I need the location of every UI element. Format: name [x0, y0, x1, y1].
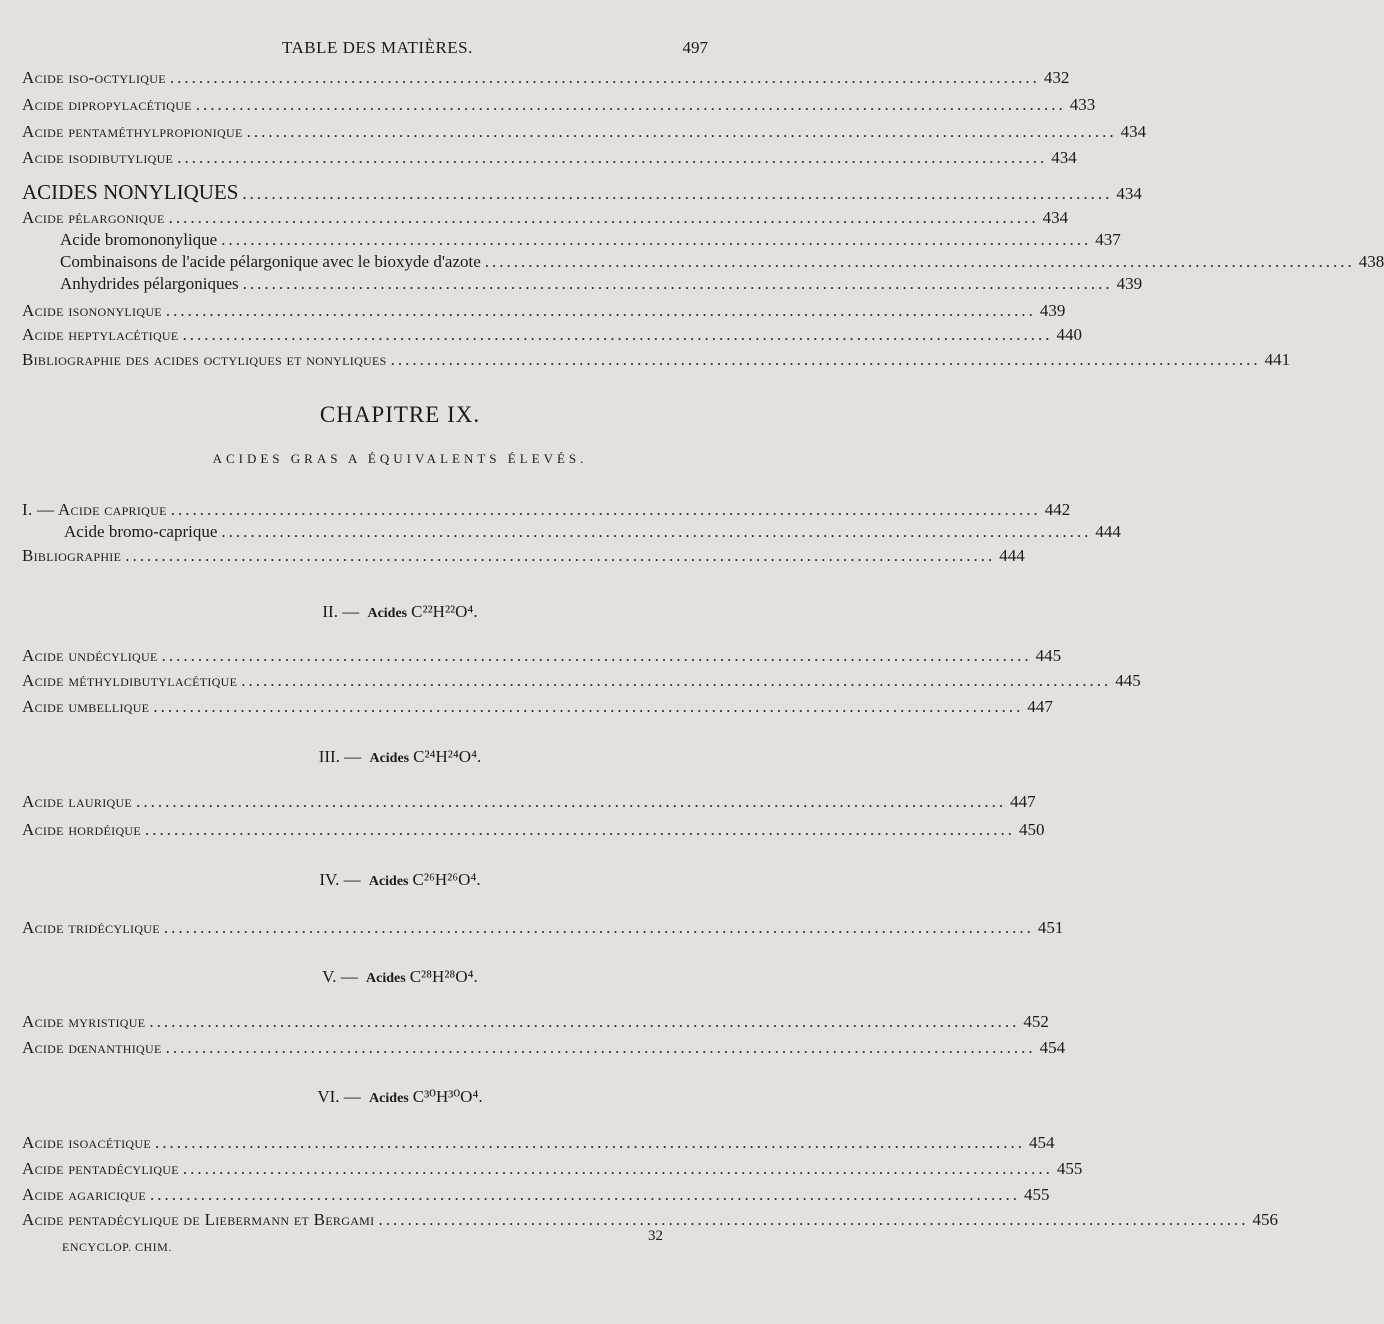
entry-label: Acide iso-octylique [22, 68, 166, 87]
page-title: TABLE DES MATIÈRES. [282, 38, 473, 57]
leader-dots: ........................................................................................................................ [242, 274, 1113, 293]
chapter-subtitle: ACIDES GRAS A ÉQUIVALENTS ÉLEVÉS. [212, 451, 588, 466]
toc-subentry [64, 522, 1121, 546]
toc-entry [22, 1185, 1050, 1209]
toc-entry [22, 546, 1025, 570]
entry-page: 440 [1056, 325, 1083, 344]
entry-page: 439 [1039, 301, 1066, 320]
entry-label: Anhydrides pélargoniques [60, 274, 239, 293]
leader-dots: ........................................................................................................................ [221, 522, 1092, 541]
toc-entry [22, 918, 1064, 942]
section-acides: Acides [369, 1091, 409, 1106]
entry-page: 441 [1264, 350, 1291, 369]
toc-entry [22, 1159, 1083, 1183]
entry-page: 442 [1044, 500, 1071, 519]
entry-label: Acide myristique [22, 1012, 146, 1031]
entry-label: Acide méthyldibutylacétique [22, 671, 238, 690]
leader-dots: ........................................................................................................................ [165, 301, 1036, 320]
section-acides: Acides [366, 971, 406, 986]
leader-dots: ........................................................................................................................ [221, 230, 1092, 249]
entry-page: 434 [1051, 148, 1077, 167]
section-roman: II. — [322, 602, 360, 621]
leader-dots: ........................................................................................................................ [182, 1159, 1053, 1178]
section-roman: VI. — [317, 1087, 361, 1106]
footer-signature-number: 32 [648, 1228, 663, 1244]
entry-label: Acide tridécylique [22, 918, 160, 937]
toc-subentry [60, 274, 1143, 298]
toc-entry [22, 646, 1062, 670]
toc-entry [22, 671, 1141, 695]
entry-page: 451 [1037, 918, 1064, 937]
toc-entry [22, 95, 1096, 119]
entry-label: Acide laurique [22, 792, 133, 811]
leader-dots: ........................................................................................................................ [161, 646, 1032, 665]
entry-label: Acide bromononylique [60, 230, 218, 249]
toc-entry [22, 301, 1066, 325]
entry-page: 450 [1019, 820, 1045, 839]
toc-entry [22, 820, 1045, 844]
chapter-title: CHAPITRE IX. [319, 402, 481, 427]
leader-dots: ........................................................................................................................ [153, 697, 1024, 716]
toc-entry [22, 500, 1071, 524]
toc-subentry [60, 252, 1384, 276]
entry-page: 454 [1039, 1038, 1066, 1057]
entry-label: Acide undécylique [22, 646, 158, 665]
entry-page: 445 [1115, 671, 1141, 690]
toc-entry [22, 792, 1036, 816]
entry-page: 434 [1120, 122, 1147, 141]
leader-dots: ........................................................................................................................ [125, 546, 996, 565]
section-heading [0, 967, 800, 987]
entry-label: Acide dipropylacétique [22, 95, 192, 114]
section-heading [0, 1087, 800, 1107]
entry-label: Acide agaricique [22, 1185, 146, 1204]
entry-label: Bibliographie des acides octyliques et nonyliques [22, 350, 387, 369]
entry-label: I. — Acide caprique [22, 500, 167, 519]
entry-label: Combinaisons de l'acide pélargonique avec le bioxyde d'azote [60, 252, 481, 271]
entry-page: 447 [1027, 697, 1053, 716]
toc-entry [22, 68, 1070, 92]
section-acides: Acides [369, 751, 410, 766]
leader-dots: ........................................................................................................................ [484, 252, 1355, 271]
leader-dots: ........................................................................................................................ [246, 122, 1117, 141]
toc-entry [22, 122, 1147, 146]
leader-dots: ........................................................................................................................ [241, 671, 1112, 690]
entry-label: Acide isononylique [22, 301, 162, 320]
leader-dots: ........................................................................................................................ [154, 1133, 1025, 1152]
entry-label: Acide pentadécylique [22, 1159, 179, 1178]
entry-page: 434 [1116, 184, 1142, 203]
entry-page: 454 [1028, 1133, 1055, 1152]
leader-dots: ........................................................................................................................ [378, 1210, 1249, 1229]
section-formula: C²⁴H²⁴O⁴. [413, 747, 482, 766]
leader-dots: ........................................................................................................................ [165, 1038, 1036, 1057]
leader-dots: ........................................................................................................................ [163, 918, 1034, 937]
entry-page: 444 [999, 546, 1025, 565]
section-acides: Acides [367, 606, 408, 621]
section-heading [0, 602, 800, 622]
entry-page: 439 [1116, 274, 1143, 293]
entry-label: Acide isodibutylique [22, 148, 174, 167]
footer-signature-left: ENCYCLOP. CHIM. [62, 1240, 172, 1254]
entry-label: Acide pentaméthylpropionique [22, 122, 243, 141]
section-formula: C²⁶H²⁶O⁴. [412, 870, 481, 889]
page-number: 497 [682, 38, 708, 57]
toc-entry [22, 1133, 1055, 1157]
section-heading [0, 870, 800, 890]
entry-label: Acide dœnanthique [22, 1038, 162, 1057]
entry-page: 445 [1035, 646, 1062, 665]
leader-dots: ........................................................................................................................ [169, 68, 1040, 87]
toc-entry [22, 1210, 1278, 1234]
section-formula: C³⁰H³⁰O⁴. [412, 1087, 483, 1106]
entry-page: 432 [1043, 68, 1070, 87]
leader-dots: ........................................................................................................................ [145, 820, 1016, 839]
section-heading [0, 747, 800, 767]
leader-dots: ........................................................................................................................ [242, 184, 1113, 203]
toc-entry [22, 697, 1053, 721]
page-header [0, 38, 800, 60]
entry-label: Acide heptylacétique [22, 325, 179, 344]
leader-dots: ........................................................................................................................ [170, 500, 1041, 519]
toc-entry [22, 350, 1291, 374]
toc-subentry [60, 230, 1121, 254]
section-roman: III. — [318, 747, 362, 766]
section-roman: V. — [322, 967, 358, 986]
heading-label: ACIDES NONYLIQUES [22, 180, 239, 204]
entry-label: Bibliographie [22, 546, 122, 565]
section-roman: IV. — [319, 870, 361, 889]
leader-dots: ........................................................................................................................ [149, 1012, 1020, 1031]
leader-dots: ........................................................................................................................ [136, 792, 1007, 811]
toc-entry [22, 325, 1083, 349]
toc-entry [22, 1038, 1066, 1062]
leader-dots: ........................................................................................................................ [168, 208, 1039, 227]
entry-page: 455 [1056, 1159, 1083, 1178]
leader-dots: ........................................................................................................................ [182, 325, 1053, 344]
section-acides: Acides [368, 874, 409, 889]
toc-entry [22, 208, 1069, 232]
entry-label: Acide bromo-caprique [64, 522, 218, 541]
entry-page: 455 [1023, 1185, 1050, 1204]
entry-label: Acide isoacétique [22, 1133, 151, 1152]
section-formula: C²²H²²O⁴. [411, 602, 478, 621]
leader-dots: ........................................................................................................................ [195, 95, 1066, 114]
entry-page: 444 [1095, 522, 1121, 541]
section-formula: C²⁸H²⁸O⁴. [409, 967, 478, 986]
entry-label: Acide pélargonique [22, 208, 165, 227]
entry-page: 447 [1010, 792, 1036, 811]
entry-page: 438 [1358, 252, 1384, 271]
toc-entry [22, 1012, 1049, 1036]
entry-page: 456 [1252, 1210, 1278, 1229]
leader-dots: ........................................................................................................................ [149, 1185, 1020, 1204]
entry-label: Acide hordéique [22, 820, 142, 839]
entry-page: 437 [1095, 230, 1121, 249]
entry-page: 452 [1023, 1012, 1049, 1031]
entry-page: 433 [1069, 95, 1096, 114]
leader-dots: ........................................................................................................................ [390, 350, 1261, 369]
leader-dots: ........................................................................................................................ [177, 148, 1048, 167]
toc-heading [22, 180, 1142, 204]
toc-entry [22, 148, 1077, 172]
entry-page: 434 [1042, 208, 1069, 227]
entry-label: Acide umbellique [22, 697, 150, 716]
entry-label: Acide pentadécylique de Liebermann et Bergami [22, 1210, 375, 1229]
